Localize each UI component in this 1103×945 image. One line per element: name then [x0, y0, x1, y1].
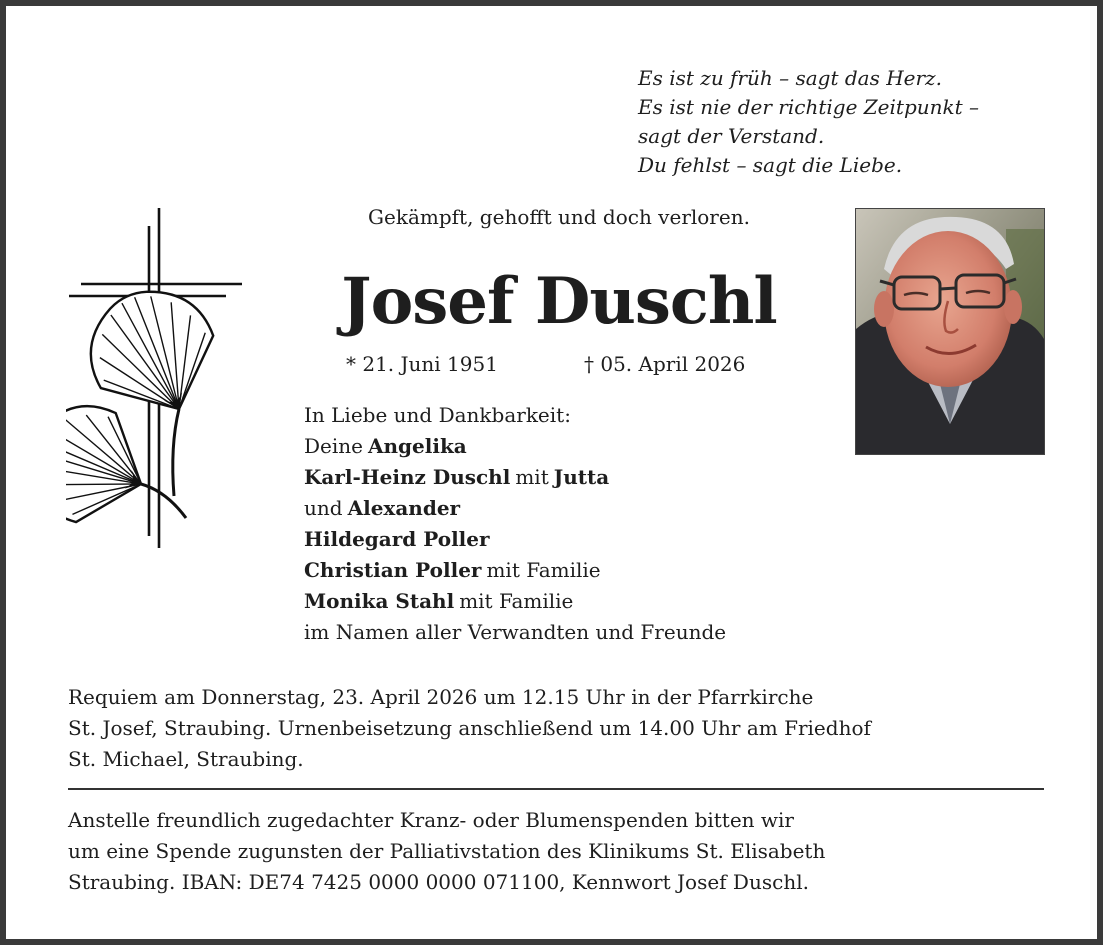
requiem-line: Requiem am Donnerstag, 23. April 2026 um 12.15 Uhr in der Pfarrkirche	[68, 685, 814, 709]
quote-block	[638, 64, 1078, 180]
birth-date: * 21. Juni 1951	[346, 352, 498, 376]
mourners-intro: In Liebe und Dankbarkeit:	[304, 403, 571, 427]
mourners-list	[304, 400, 726, 648]
mourner-name: Alexander	[347, 496, 461, 520]
quote-line: Es ist zu früh – sagt das Herz.	[638, 66, 942, 90]
quote-line: Du fehlst – sagt die Liebe.	[638, 153, 903, 177]
mourner-line	[304, 493, 726, 524]
mourner-name: Monika Stahl	[304, 589, 455, 613]
mourner-name: Hildegard Poller	[304, 527, 490, 551]
mourner-line	[304, 586, 726, 617]
requiem-info	[68, 682, 1058, 775]
cross-with-ginkgo-leaves-icon	[66, 206, 256, 560]
mourner-name: Christian Poller	[304, 558, 482, 582]
donation-info	[68, 805, 1058, 898]
mourner-name: Jutta	[553, 465, 610, 489]
mourners-closing: im Namen aller Verwandten und Freunde	[304, 620, 727, 644]
mourner-name: Angelika	[367, 434, 467, 458]
divider	[68, 788, 1044, 790]
motto: Gekämpft, gehofft und doch verloren.	[368, 205, 750, 229]
mourner-name: Karl-Heinz Duschl	[304, 465, 511, 489]
mourner-line	[304, 524, 726, 555]
quote-line: Es ist nie der richtige Zeitpunkt –	[638, 95, 980, 119]
deceased-name: Josef Duschl	[341, 264, 777, 339]
quote-line: sagt der Verstand.	[638, 124, 825, 148]
requiem-line: St. Josef, Straubing. Urnenbeisetzung anschließend um 14.00 Uhr am Friedhof	[68, 716, 871, 740]
mourner-suffix: mit Familie	[486, 558, 601, 582]
mourner-line	[304, 431, 726, 462]
death-date: † 05. April 2026	[584, 352, 746, 376]
mourner-prefix: und	[304, 496, 343, 520]
mourner-line	[304, 462, 726, 493]
mourner-prefix: Deine	[304, 434, 363, 458]
donation-line: um eine Spende zugunsten der Palliativstation des Klinikums St. Elisabeth	[68, 839, 826, 863]
donation-line: Straubing. IBAN: DE74 7425 0000 0000 071100, Kennwort Josef Duschl.	[68, 870, 809, 894]
donation-line: Anstelle freundlich zugedachter Kranz- oder Blumenspenden bitten wir	[68, 808, 794, 832]
mourner-line	[304, 555, 726, 586]
mourner-suffix: mit Familie	[459, 589, 574, 613]
requiem-line: St. Michael, Straubing.	[68, 747, 304, 771]
mourner-connector: mit	[515, 465, 549, 489]
portrait-photo	[855, 208, 1045, 455]
